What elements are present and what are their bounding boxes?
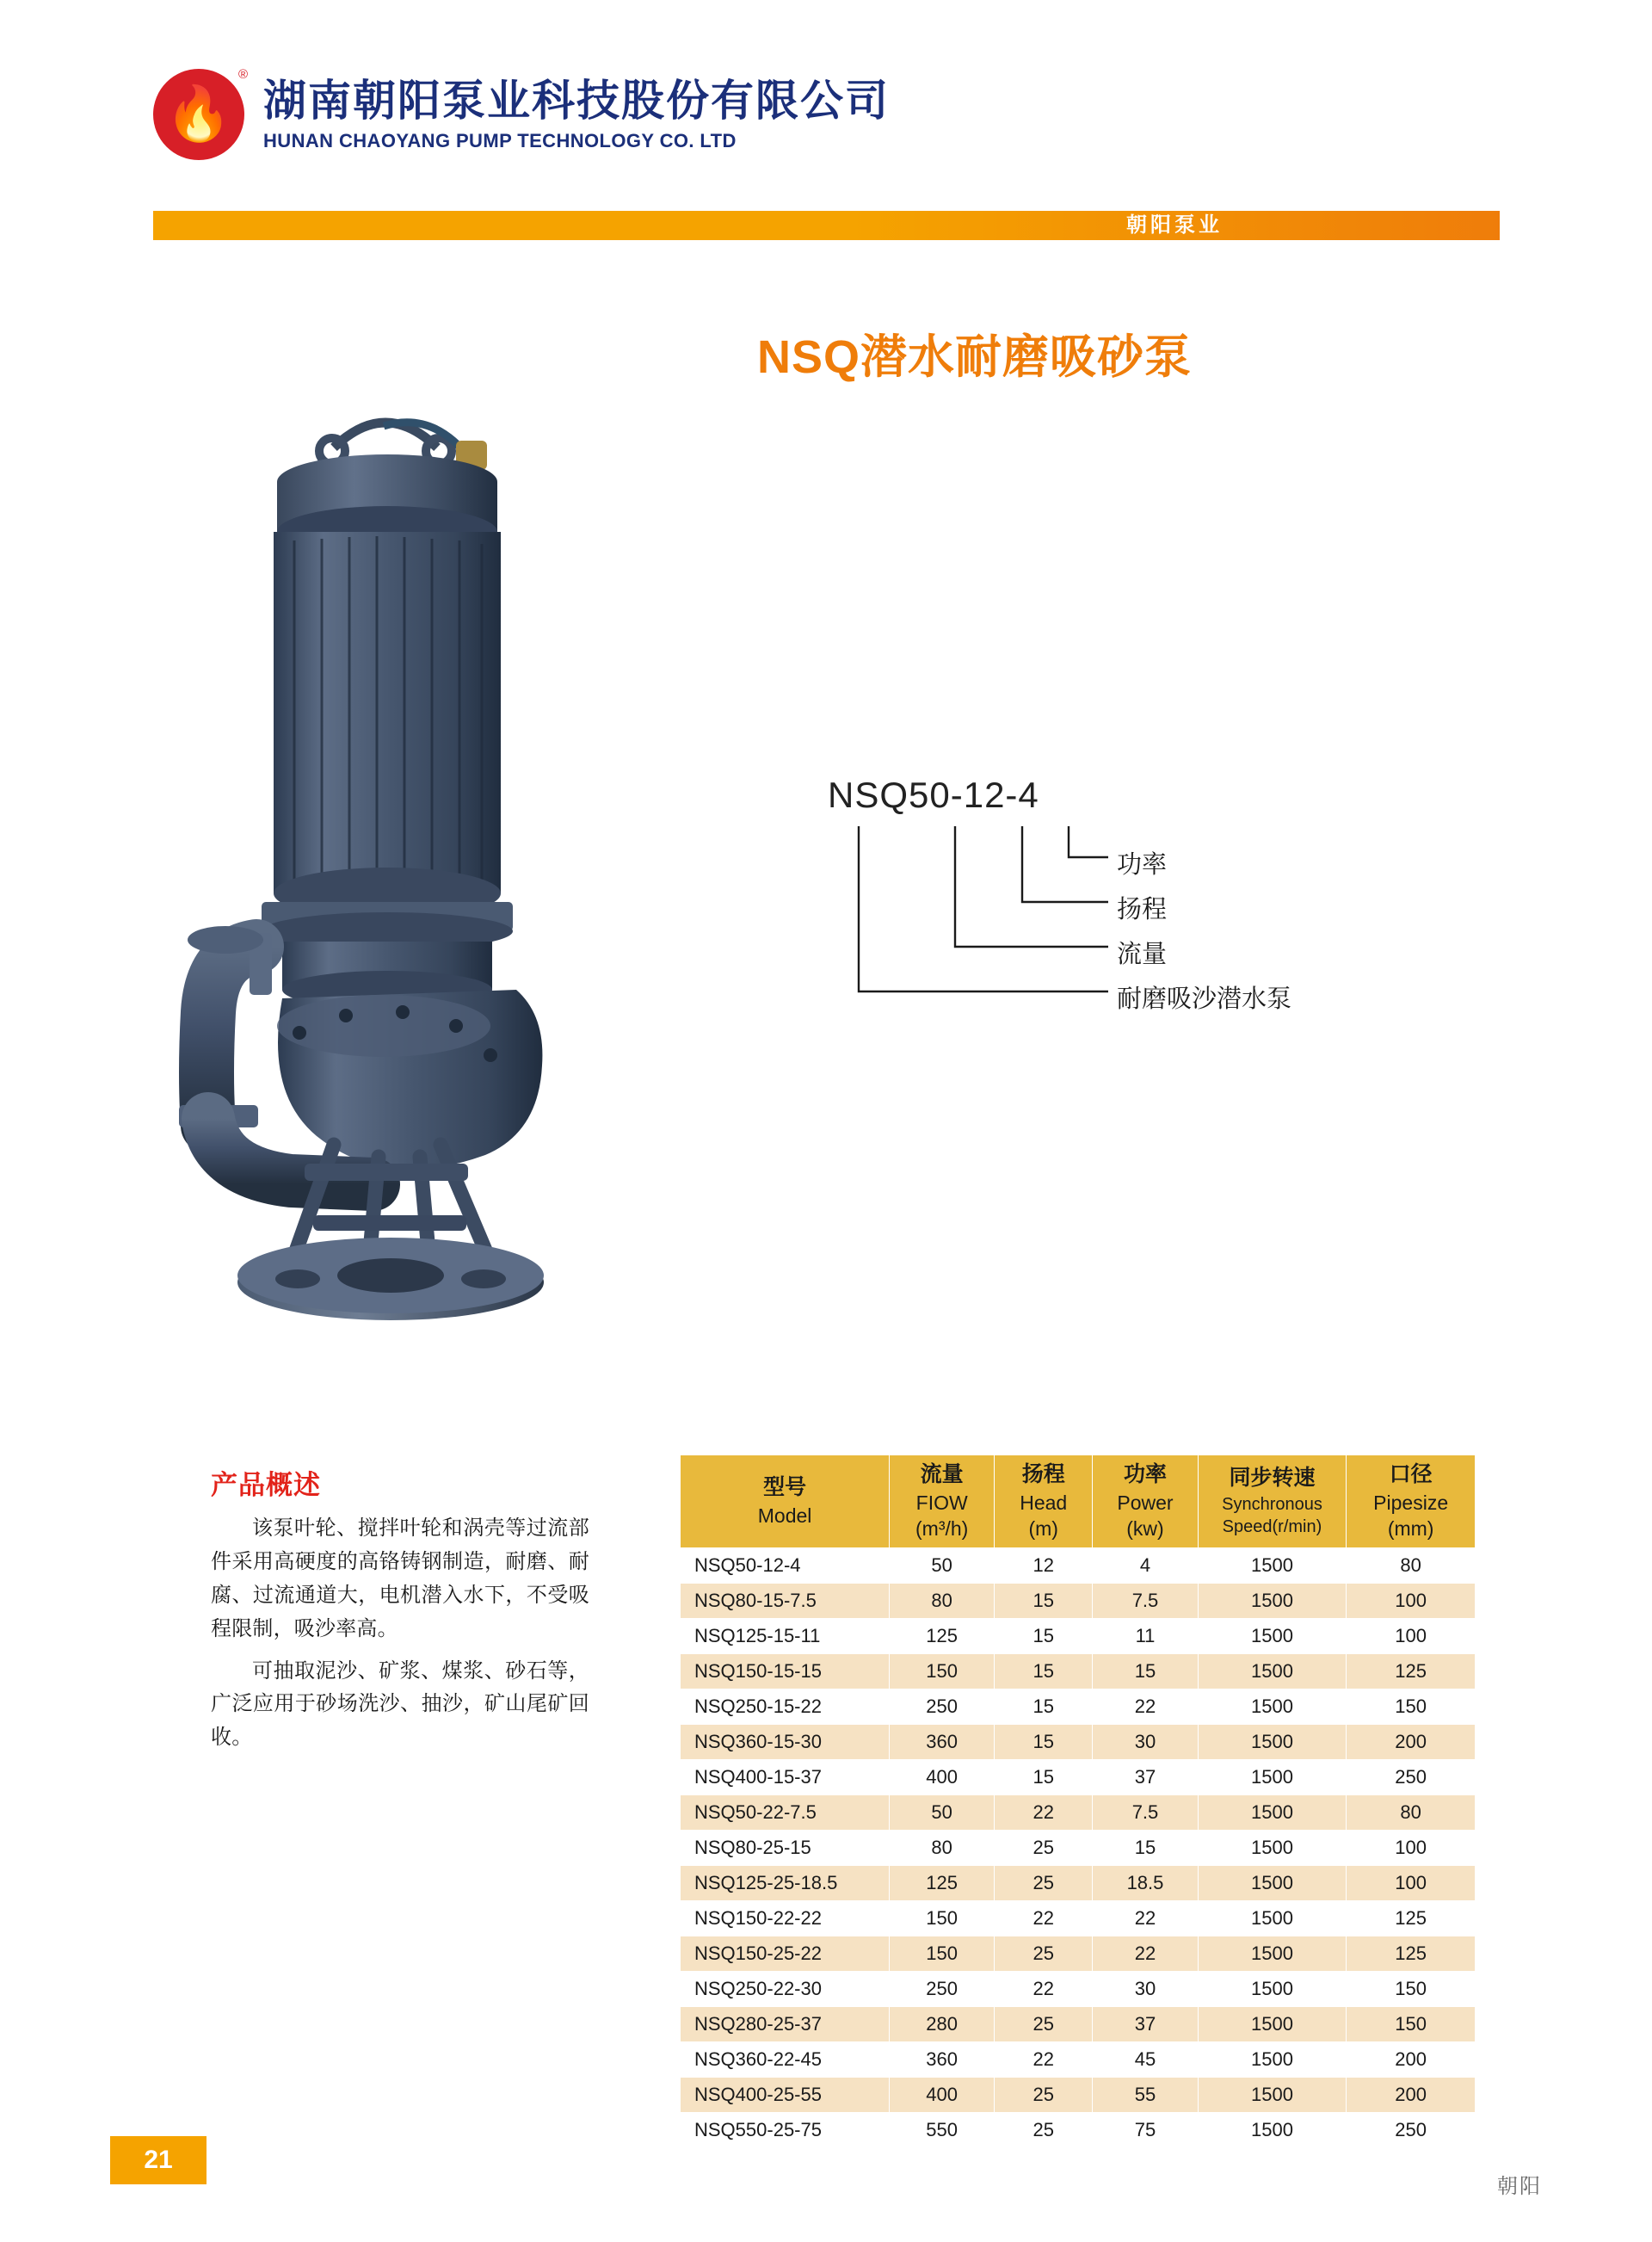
table-row: NSQ250-22-30 250 22 30 1500 150 [681, 1972, 1476, 2007]
table-row: NSQ400-25-55 400 25 55 1500 200 [681, 2078, 1476, 2113]
table-row: NSQ250-15-22 250 15 22 1500 150 [681, 1689, 1476, 1725]
company-name-en: HUNAN CHAOYANG PUMP TECHNOLOGY CO. LTD [263, 130, 737, 151]
naming-label-power: 功率 [1117, 851, 1168, 879]
column-header-head: 扬程 Head (m) [995, 1455, 1093, 1548]
table-header-row [681, 1455, 1476, 1548]
table-row: NSQ150-25-22 150 25 22 1500 125 [681, 1936, 1476, 1972]
naming-code: NSQ50-12-4 [828, 775, 1039, 815]
table-row: NSQ360-22-45 360 22 45 1500 200 [681, 2042, 1476, 2078]
column-header-power: 功率 Power (kw) [1093, 1455, 1198, 1548]
page-title: NSQ潜水耐磨吸砂泵 [757, 331, 1193, 383]
page-header [0, 52, 1652, 237]
page-number: 21 [110, 2136, 206, 2184]
table-row: NSQ550-25-75 550 25 75 1500 250 [681, 2113, 1476, 2148]
table-body [681, 1548, 1476, 2148]
overview-paragraph-2: 可抽取泥沙、矿浆、煤浆、砂石等，广泛应用于砂场洗沙、抽沙，矿山尾矿回收。 [211, 1658, 589, 1750]
table-row: NSQ50-22-7.5 50 22 7.5 1500 80 [681, 1795, 1476, 1831]
naming-label-flow: 流量 [1117, 941, 1168, 968]
header-brand-label: 朝阳泵业 [1126, 213, 1223, 237]
overview-heading: 产品概述 [211, 1470, 321, 1500]
naming-label-series: 耐磨吸沙潜水泵 [1117, 985, 1292, 1013]
product-overview [211, 1463, 589, 1763]
table-row: NSQ150-15-15 150 15 15 1500 125 [681, 1654, 1476, 1689]
table-row: NSQ80-15-7.5 80 15 7.5 1500 100 [681, 1584, 1476, 1619]
table-row: NSQ280-25-37 280 25 37 1500 150 [681, 2007, 1476, 2042]
column-header-flow: 流量 FIOW (m³/h) [890, 1455, 995, 1548]
table-row: NSQ360-15-30 360 15 30 1500 200 [681, 1725, 1476, 1760]
table-row: NSQ125-25-18.5 125 25 18.5 1500 100 [681, 1866, 1476, 1901]
table-row: NSQ80-25-15 80 25 15 1500 100 [681, 1831, 1476, 1866]
column-header-pipesize: 口径 Pipesize (mm) [1347, 1455, 1476, 1548]
table-row: NSQ400-15-37 400 15 37 1500 250 [681, 1760, 1476, 1795]
company-name-block [263, 77, 890, 152]
pump-drawing [153, 344, 721, 1360]
flame-glyph: 🔥 [165, 84, 232, 144]
flame-icon [153, 67, 248, 160]
pump-illustration [153, 344, 721, 1360]
table-row: NSQ125-15-11 125 15 11 1500 100 [681, 1619, 1476, 1654]
overview-paragraph-1: 该泵叶轮、搅拌叶轮和涡壳等过流部件采用高硬度的高铬铸钢制造，耐磨、耐腐、过流通道大，电机潜入水下，不受吸程限制，吸沙率高。 [211, 1516, 589, 1640]
company-name-cn: 湖南朝阳泵业科技股份有限公司 [263, 77, 890, 125]
model-naming-diagram [817, 775, 1471, 1016]
header-accent-bar [153, 211, 1500, 240]
company-logo [153, 69, 890, 160]
column-header-speed: 同步转速 Synchronous Speed(r/min) [1198, 1455, 1347, 1548]
naming-label-head: 扬程 [1117, 896, 1168, 923]
table-row: NSQ50-12-4 50 12 4 1500 80 [681, 1548, 1476, 1584]
footer-brand: 朝阳 [1497, 2175, 1542, 2198]
column-header-model: 型号 Model [681, 1455, 890, 1548]
specification-table [680, 1455, 1476, 2148]
table-row: NSQ150-22-22 150 22 22 1500 125 [681, 1901, 1476, 1936]
registered-mark-icon: ® [237, 67, 248, 82]
